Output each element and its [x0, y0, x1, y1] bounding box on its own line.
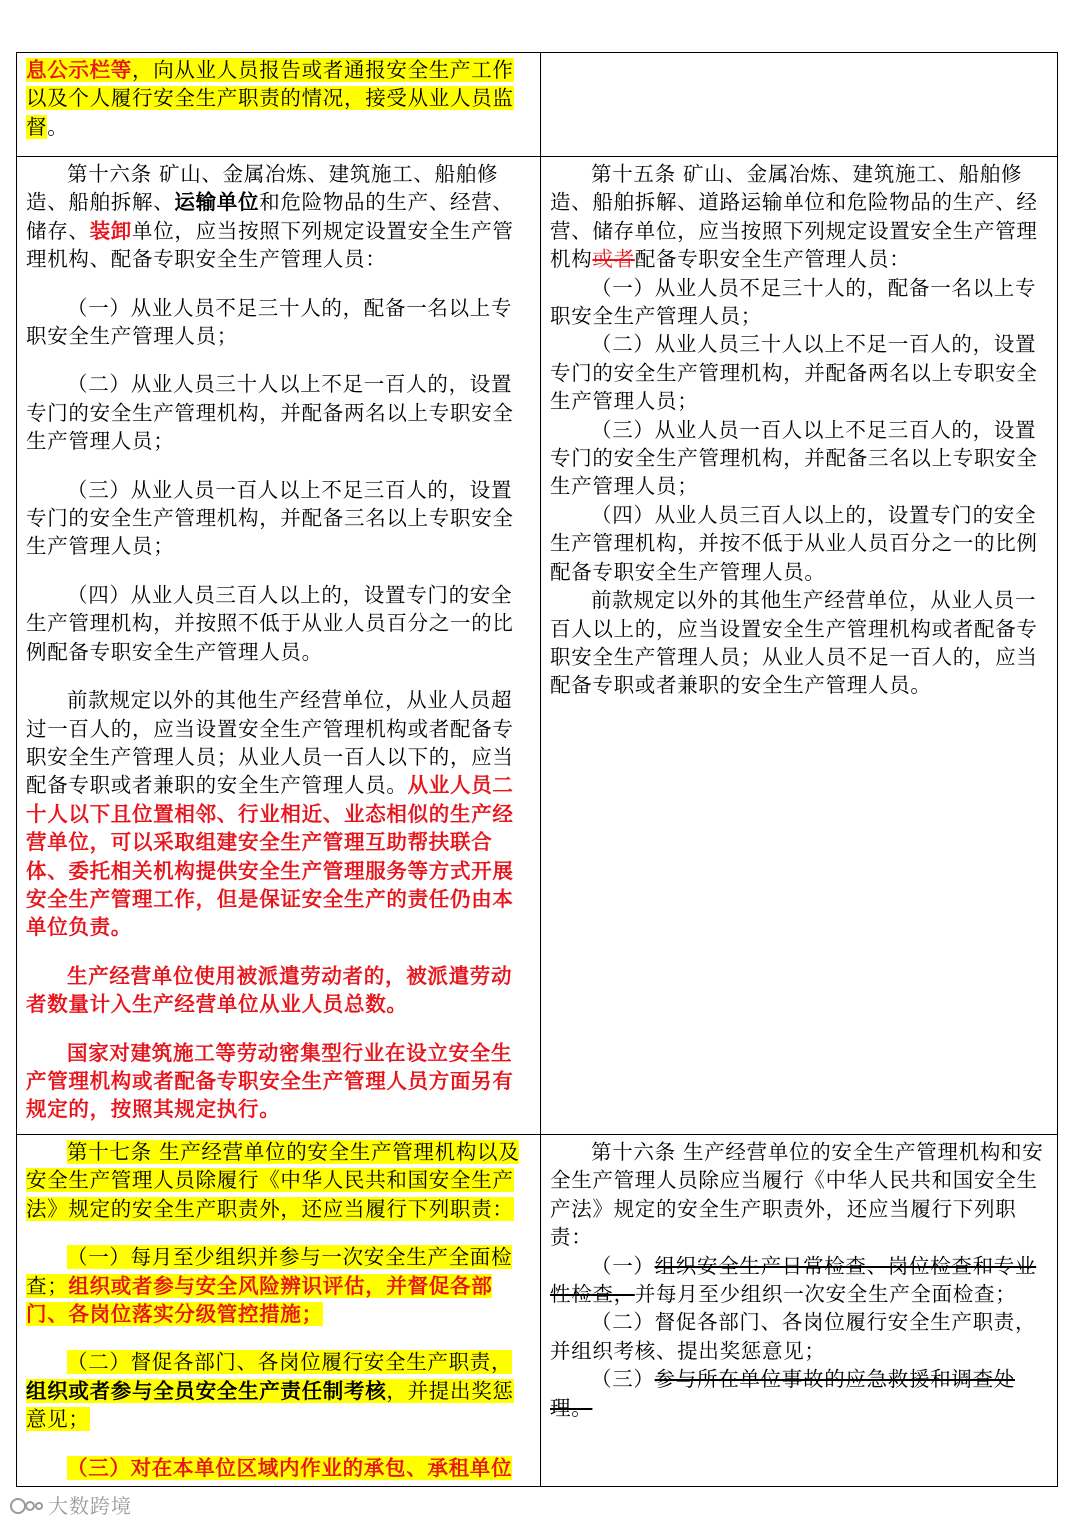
- paragraph: 前款规定以外的其他生产经营单位，从业人员超过一百人的，应当设置安全生产管理机构或者配备专职安全生产管理人员；从业人员一百人以下的，应当配备专职或者兼职的安全生产管理人员。从业人员二十人以下且位置相邻、行业相近、业态相似的生产经营单位，可以采取组建安全生产管理互助帮扶联合体、委托相关机构提供安全生产管理服务等方式开展安全生产管理工作，但是保证安全生产的责任仍由本单位负责。: [26, 688, 514, 940]
- table-row: [17, 53, 1058, 157]
- list-item: （一）每月至少组织并参与一次安全生产全面检查；组织或者参与安全风险辨识评估，并督促各部门、各岗位落实分级管控措施；: [26, 1245, 513, 1327]
- new-text-cell: [17, 53, 541, 157]
- list-item: （一）从业人员不足三十人的，配备一名以上专职安全生产管理人员；: [26, 295, 513, 349]
- paragraph: 生产经营单位使用被派遣劳动者的，被派遣劳动者数量计入生产经营单位从业人员总数。: [26, 963, 513, 1017]
- list-item: （四）从业人员三百人以上的，设置专门的安全生产管理机构，并按照不低于从业人员百分之一的比例配备专职安全生产管理人员。: [26, 582, 514, 664]
- list-item: （三）从业人员一百人以上不足三百人的，设置专门的安全生产管理机构，并配备三名以上专职安全生产管理人员；: [550, 417, 1038, 499]
- new-text-cell: [17, 157, 541, 1135]
- old-text-cell: [541, 53, 1058, 157]
- article-15-intro: 第十五条 矿山、金属冶炼、建筑施工、船舶修造、船舶拆解、道路运输单位和危险物品的生产、经营、储存单位，应当按照下列规定设置安全生产管理机构或者配备专职安全生产管理人员：: [550, 162, 1038, 272]
- table-row: [17, 157, 1058, 1135]
- list-item: （三）对在本单位区域内作业的承包、承租单位: [67, 1455, 513, 1480]
- list-item: （二）从业人员三十人以上不足一百人的，设置专门的安全生产管理机构，并配备两名以上专职安全生产管理人员；: [26, 372, 514, 454]
- table-row: [17, 1135, 1058, 1487]
- list-item: （三）从业人员一百人以上不足三百人的，设置专门的安全生产管理机构，并配备三名以上专职安全生产管理人员；: [26, 477, 514, 559]
- watermark: [10, 1490, 132, 1519]
- article-16-old-intro: 第十六条 生产经营单位的安全生产管理机构和安全生产管理人员除应当履行《中华人民共和国安全生产法》规定的安全生产职责外，还应当履行下列职责：: [550, 1140, 1044, 1250]
- article-17-intro: 第十七条 生产经营单位的安全生产管理机构以及安全生产管理人员除履行《中华人民共和国安全生产法》规定的安全生产职责外，还应当履行下列职责：: [26, 1140, 520, 1221]
- list-item: （二）督促各部门、各岗位履行安全生产职责，并组织考核、提出奖惩意见；: [550, 1310, 1037, 1363]
- list-item: （一）从业人员不足三十人的，配备一名以上专职安全生产管理人员；: [550, 275, 1037, 329]
- logo-icon: [10, 1495, 44, 1517]
- paragraph: 国家对建筑施工等劳动密集型行业在设立安全生产管理机构或者配备专职安全生产管理人员方面另有规定的，按照其规定执行。: [26, 1040, 514, 1122]
- list-item: （四）从业人员三百人以上的，设置专门的安全生产管理机构，并按不低于从业人员百分之一的比例配备专职安全生产管理人员。: [550, 502, 1038, 584]
- paragraph: 前款规定以外的其他生产经营单位，从业人员一百人以上的，应当设置安全生产管理机构或者配备专职安全生产管理人员；从业人员不足一百人的，应当配备专职或者兼职的安全生产管理人员。: [550, 588, 1038, 698]
- watermark-text: 大数跨境: [48, 1494, 132, 1518]
- new-text-cell: [17, 1135, 541, 1487]
- article-16-intro: 第十六条 矿山、金属冶炼、建筑施工、船舶修造、船舶拆解、运输单位和危险物品的生产、经营、储存、装卸单位，应当按照下列规定设置安全生产管理机构、配备专职安全生产管理人员：: [26, 162, 514, 272]
- list-item: （二）督促各部门、各岗位履行安全生产职责，组织或者参与全员安全生产责任制考核，并提出奖惩意见；: [26, 1350, 514, 1432]
- list-item: （二）从业人员三十人以上不足一百人的，设置专门的安全生产管理机构，并配备两名以上专职安全生产管理人员；: [550, 332, 1038, 414]
- paragraph: 息公示栏等，向从业人员报告或者通报安全生产工作以及个人履行安全生产职责的情况，接受从业人员监督。: [26, 58, 514, 139]
- list-item: （一）组织安全生产日常检查、岗位检查和专业性检查，并每月至少组织一次安全生产全面检查；: [550, 1253, 1037, 1307]
- old-text-cell: [541, 157, 1058, 1135]
- list-item: （三）参与所在单位事故的应急救援和调查处理。: [550, 1367, 1016, 1420]
- old-text-cell: [541, 1135, 1058, 1487]
- comparison-table: [16, 52, 1058, 1487]
